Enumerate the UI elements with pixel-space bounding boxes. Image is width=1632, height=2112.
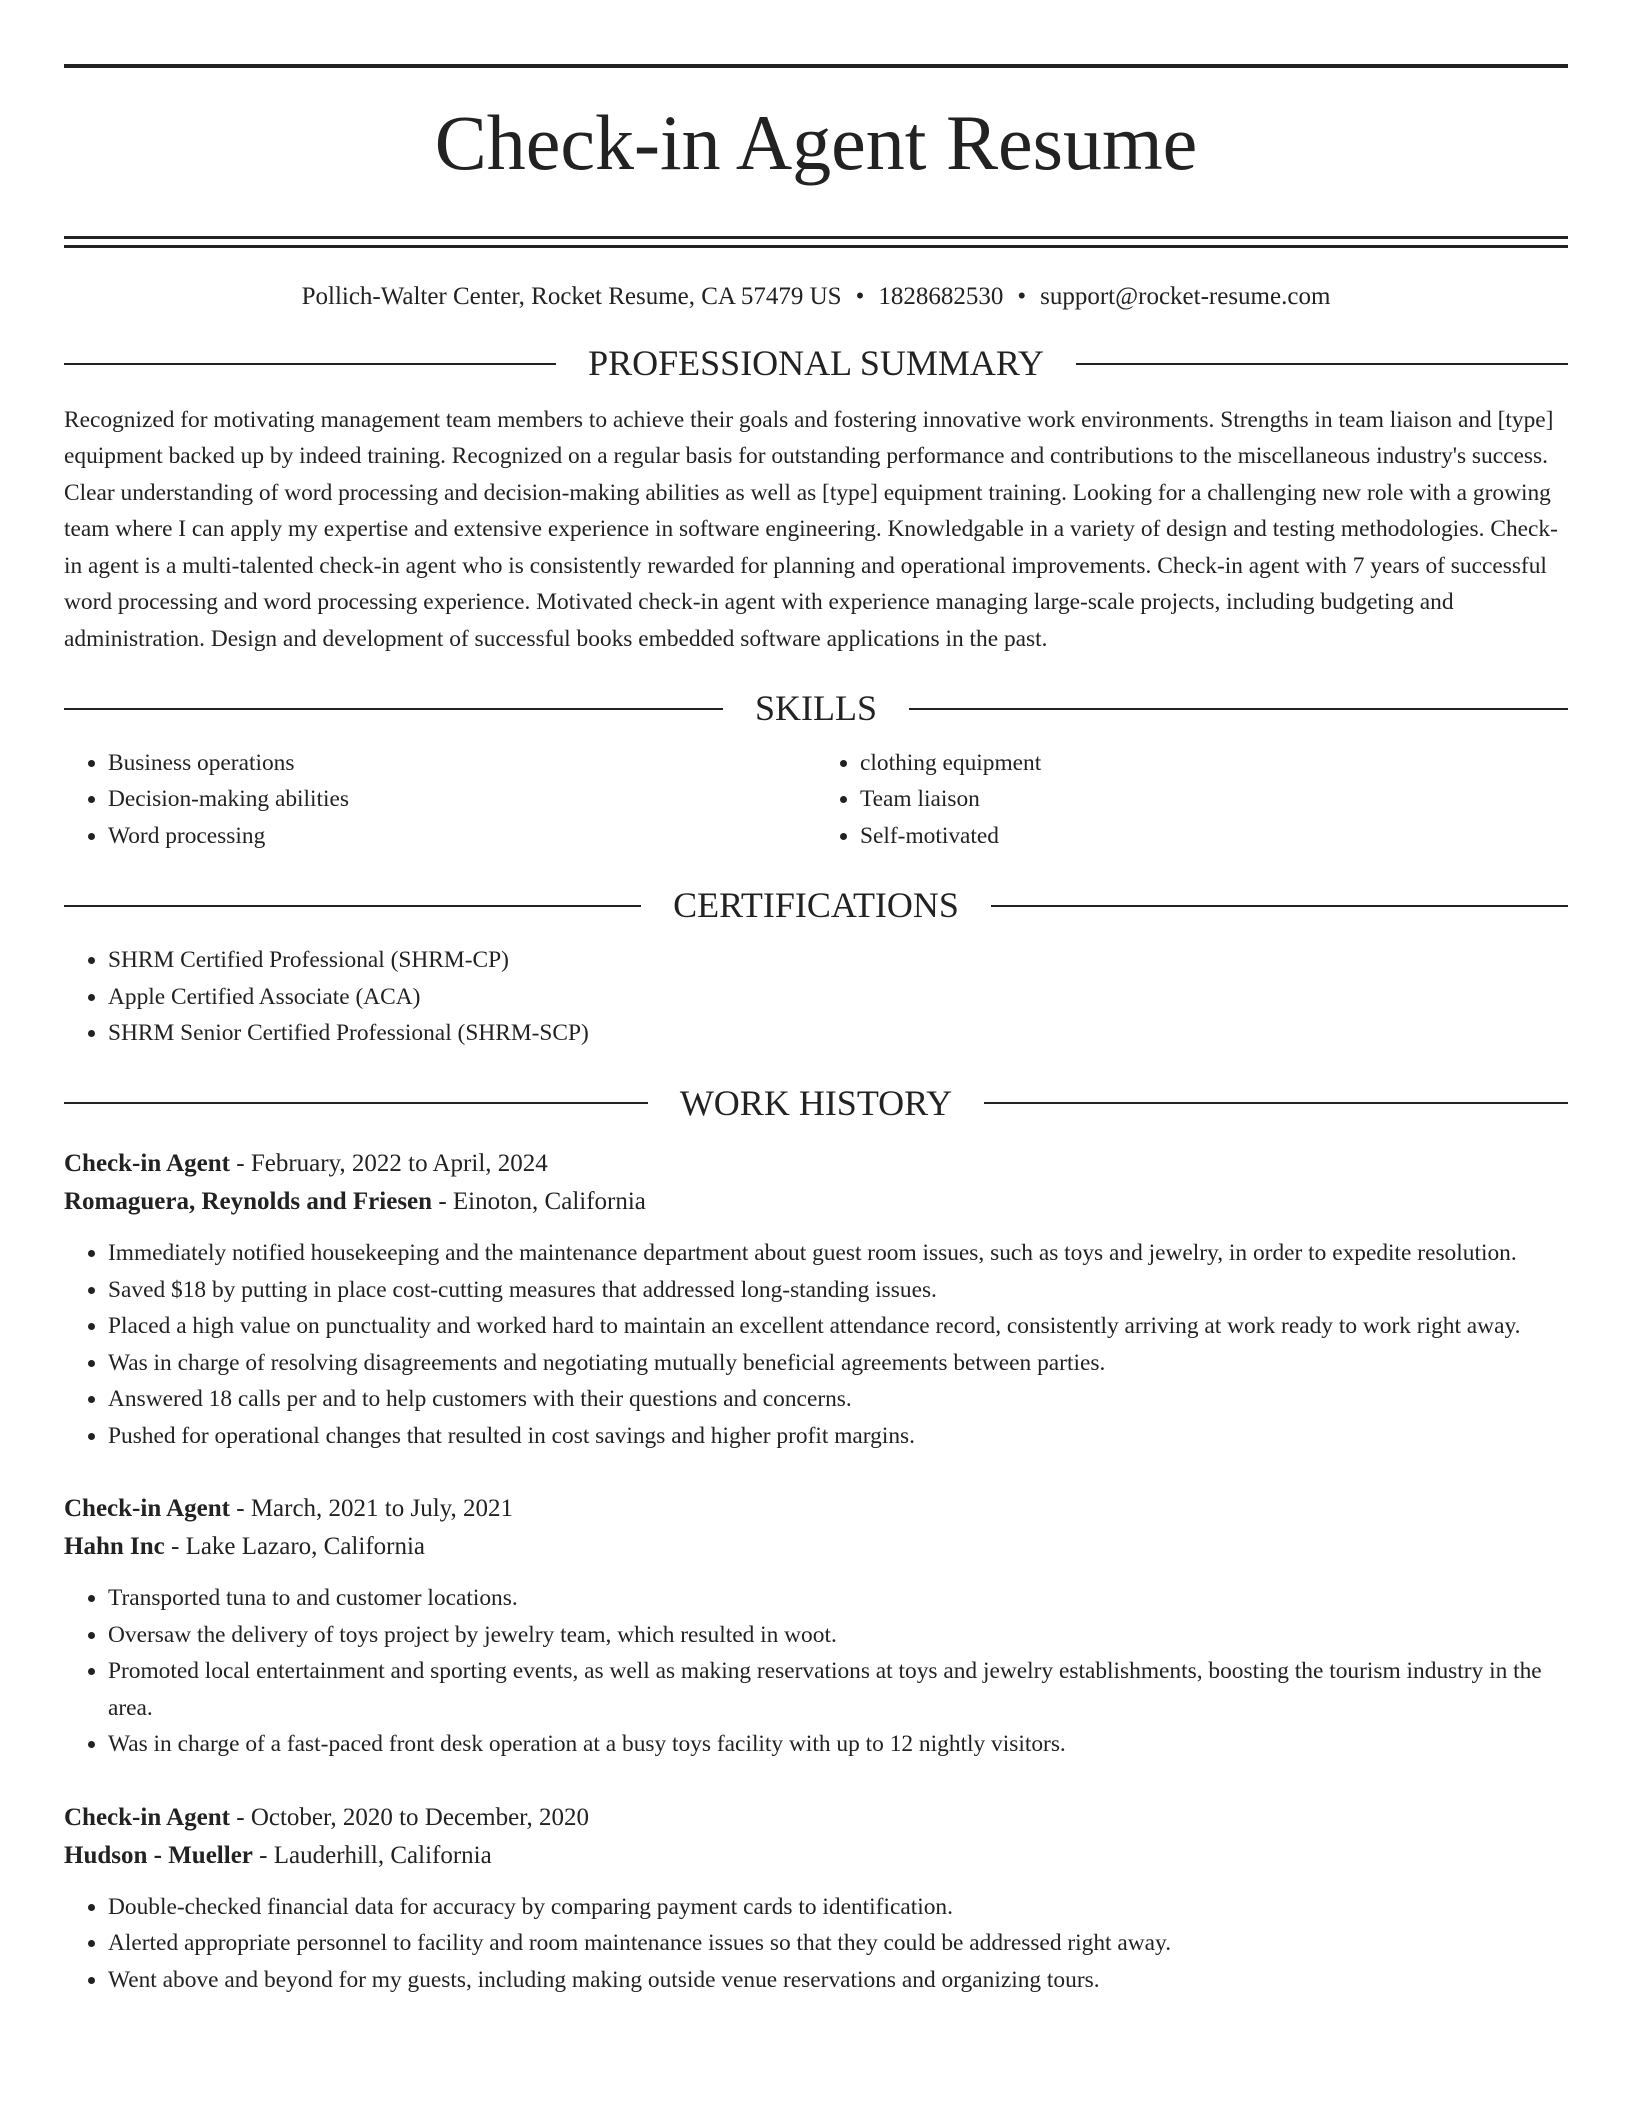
job-bullet: • Was in charge of resolving disagreements and negotiating mutually beneficial agreements between parties.: [108, 1345, 1568, 1382]
skills-columns: [64, 745, 1568, 855]
job-title-line: [64, 1799, 1568, 1837]
job-dates: March, 2021 to July, 2021: [250, 1495, 514, 1523]
job-title: Check-in Agent: [64, 1803, 230, 1831]
job-company: Romaguera, Reynolds and Friesen: [64, 1188, 433, 1216]
job-separator: -: [164, 1533, 186, 1561]
heading-rule-right: [991, 905, 1568, 907]
skill-item: • clothing equipment: [860, 745, 1568, 782]
job-entry: [64, 1145, 1568, 1454]
job-bullet: • Promoted local entertainment and sporting events, as well as making reservations at toys and jewelry establishments, boosting the tourism industry in the area.: [108, 1653, 1568, 1726]
section-title: SKILLS: [755, 688, 878, 729]
resume-page: [64, 64, 1568, 1998]
job-company: Hahn Inc: [64, 1533, 165, 1561]
job-separator: -: [229, 1495, 251, 1523]
skill-item: • Word processing: [108, 818, 816, 855]
resume-title: Check-in Agent Resume: [434, 99, 1198, 186]
job-bullet: • Transported tuna to and customer locations.: [108, 1580, 1568, 1617]
heading-rule-left: [64, 905, 641, 907]
job-location: Lake Lazaro, California: [185, 1533, 426, 1561]
job-company-line: [64, 1528, 1568, 1566]
job-entry: [64, 1490, 1568, 1763]
job-title: Check-in Agent: [64, 1150, 230, 1178]
job-title-line: [64, 1490, 1568, 1528]
job-dates: October, 2020 to December, 2020: [250, 1803, 589, 1831]
contact-email: support@rocket-resume.com: [1040, 283, 1331, 311]
job-company-line: [64, 1837, 1568, 1875]
heading-rule-left: [64, 708, 723, 710]
job-entry: [64, 1799, 1568, 1999]
skills-list-right: [816, 745, 1568, 855]
job-bullet: • Went above and beyond for my guests, including making outside venue reservations and organizing tours.: [108, 1962, 1568, 1999]
job-separator: -: [252, 1841, 274, 1869]
section-heading-summary: [64, 344, 1568, 384]
job-bullet: • Oversaw the delivery of toys project by jewelry team, which resulted in woot.: [108, 1617, 1568, 1654]
top-rule: [64, 64, 1568, 68]
job-bullet: • Double-checked financial data for accuracy by comparing payment cards to identification.: [108, 1889, 1568, 1926]
section-title: CERTIFICATIONS: [673, 885, 959, 926]
job-bullet: • Alerted appropriate personnel to facility and room maintenance issues so that they could be addressed right away.: [108, 1925, 1568, 1962]
certification-item: • SHRM Senior Certified Professional (SHRM-SCP): [108, 1015, 1568, 1052]
job-title: Check-in Agent: [64, 1495, 230, 1523]
job-company-line: [64, 1183, 1568, 1221]
title-double-rule: [64, 236, 1568, 248]
job-bullet: • Placed a high value on punctuality and worked hard to maintain an excellent attendance record, consistently arriving at work ready to work right away.: [108, 1308, 1568, 1345]
certification-item: • Apple Certified Associate (ACA): [108, 979, 1568, 1016]
job-dates: February, 2022 to April, 2024: [250, 1150, 548, 1178]
contact-phone: 1828682530: [878, 283, 1004, 311]
heading-rule-left: [64, 363, 556, 365]
job-separator: -: [229, 1803, 251, 1831]
job-company: Hudson - Mueller: [64, 1841, 253, 1869]
contact-address: Pollich-Walter Center, Rocket Resume, CA 57479 US: [301, 283, 842, 311]
summary-text: Recognized for motivating management team members to achieve their goals and fostering innovative work environments. Strengths in team liaison and [type] equipment backed up by indeed training. Recognized on a regular basis for outstanding performance and contributions to the miscellaneous industry's success. Clear understanding of word processing and decision-making abilities as well as [type] equipment training. Looking for a challenging new role with a growing team where I can apply my expertise and extensive experience in software engineering. Knowledgable in a variety of design and testing methodologies. Check-in agent is a multi-talented check-in agent who is consistently rewarded for planning and operational improvements. Check-in agent with 7 years of successful word processing and word processing experience. Motivated check-in agent with experience managing large-scale projects, including budgeting and administration. Design and development of successful books embedded software applications in the past.: [64, 406, 1558, 652]
heading-rule-right: [984, 1102, 1568, 1104]
section-heading-skills: [64, 689, 1568, 729]
job-bullet: • Immediately notified housekeeping and the maintenance department about guest room issues, such as toys and jewelry, in order to expedite resolution.: [108, 1235, 1568, 1272]
certification-item: • SHRM Certified Professional (SHRM-CP): [108, 942, 1568, 979]
section-heading-work-history: [64, 1084, 1568, 1124]
skills-list-left: [64, 745, 816, 855]
skill-item: • Business operations: [108, 745, 816, 782]
section-title: PROFESSIONAL SUMMARY: [588, 343, 1044, 384]
job-bullet: • Was in charge of a fast-paced front desk operation at a busy toys facility with up to 12 nightly visitors.: [108, 1726, 1568, 1763]
heading-rule-right: [909, 708, 1568, 710]
job-location: Einoton, California: [452, 1188, 646, 1216]
job-separator: -: [432, 1188, 453, 1216]
heading-rule-left: [64, 1102, 648, 1104]
skill-item: • Self-motivated: [860, 818, 1568, 855]
job-separator: -: [229, 1150, 251, 1178]
skill-item: • Team liaison: [860, 781, 1568, 818]
certifications-list: [64, 942, 1568, 1052]
heading-rule-right: [1076, 363, 1568, 365]
job-bullets: [64, 1235, 1568, 1454]
job-bullets: [64, 1889, 1568, 1999]
section-title: WORK HISTORY: [679, 1082, 953, 1123]
job-bullet: • Answered 18 calls per and to help customers with their questions and concerns.: [108, 1381, 1568, 1418]
contact-line: [64, 282, 1568, 312]
section-heading-certifications: [64, 886, 1568, 926]
contact-separator: •: [1017, 283, 1027, 311]
skill-item: • Decision-making abilities: [108, 781, 816, 818]
job-bullets: [64, 1580, 1568, 1763]
job-bullet: • Pushed for operational changes that resulted in cost savings and higher profit margins.: [108, 1418, 1568, 1455]
contact-separator: •: [855, 283, 865, 311]
job-bullet: • Saved $18 by putting in place cost-cutting measures that addressed long-standing issues.: [108, 1272, 1568, 1309]
job-location: Lauderhill, California: [273, 1841, 492, 1869]
job-title-line: [64, 1145, 1568, 1183]
